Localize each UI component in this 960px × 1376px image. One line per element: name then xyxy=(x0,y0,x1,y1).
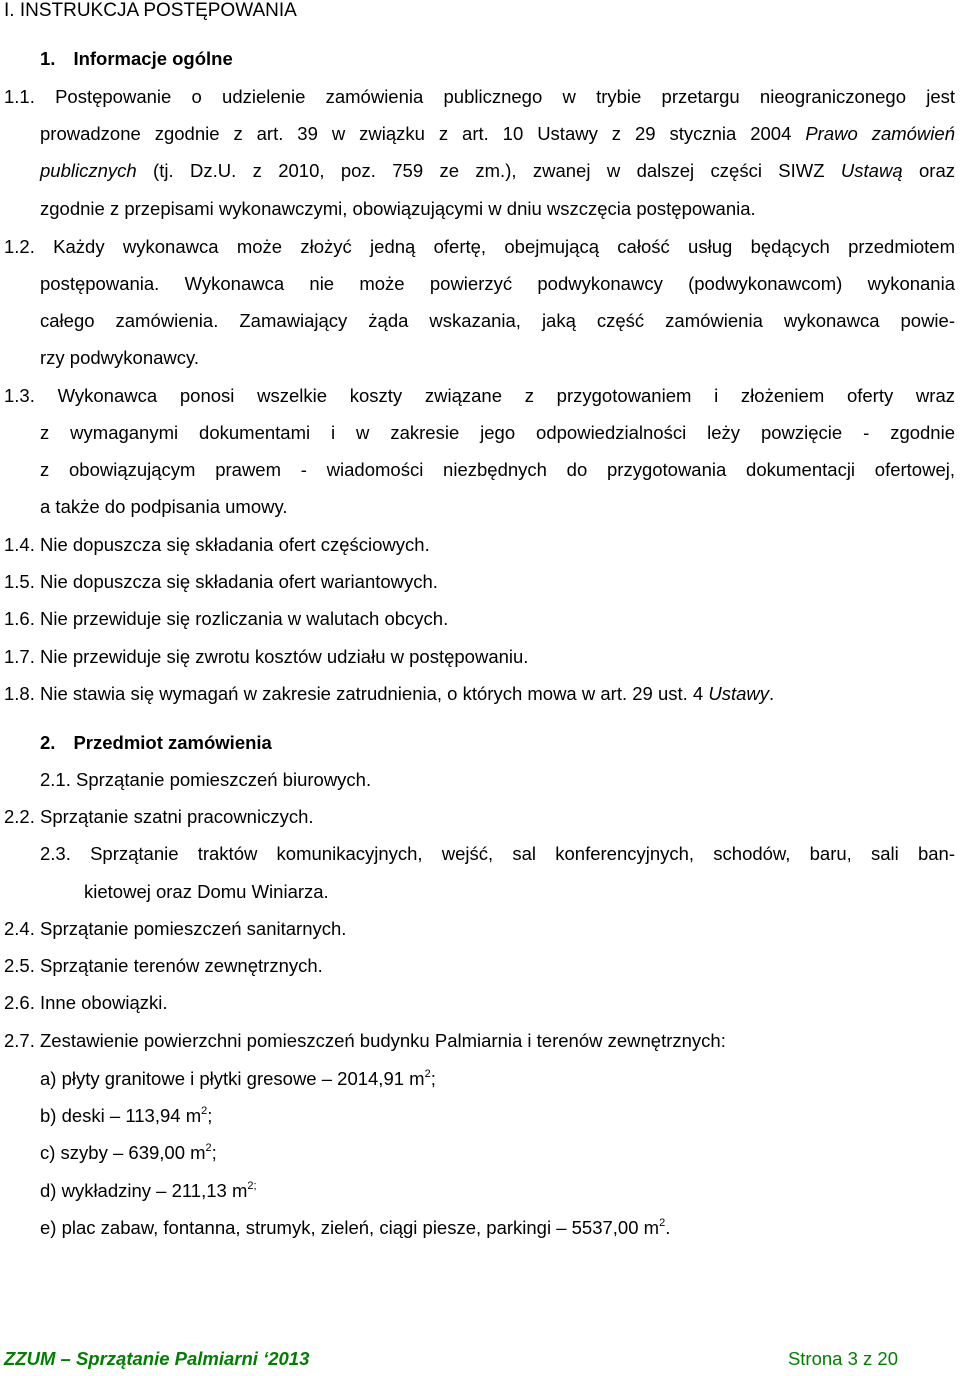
para-2-1: 2.1. Sprzątanie pomieszczeń biurowych. xyxy=(40,769,372,790)
para-1-1-line-3: publicznych (tj. Dz.U. z 2010, poz. 759 ze zm.), zwanej w dalszej części SIWZ Ustawą oraz xyxy=(40,160,955,181)
para-2-3-line-2: kietowej oraz Domu Winiarza. xyxy=(84,881,329,902)
para-2-5: 2.5. Sprzątanie terenów zewnętrznych. xyxy=(4,955,323,976)
section-1-title: Informacje ogólne xyxy=(73,48,233,69)
para-1-1-line-2: prowadzone zgodnie z art. 39 w związku z art. 10 Ustawy z 29 stycznia 2004 Prawo zamówień xyxy=(40,123,955,144)
section-1-number: 1. xyxy=(40,48,56,69)
list-item-e: e) plac zabaw, fontanna, strumyk, zieleń, ciągi piesze, parkingi – 5537,00 $m^2$. xyxy=(40,1217,671,1238)
para-1-4: 1.4. Nie dopuszcza się składania ofert częściowych. xyxy=(4,534,430,555)
section-2-number: 2. xyxy=(40,732,56,753)
para-2-6: 2.6. Inne obowiązki. xyxy=(4,992,168,1013)
para-1-1-line-4: zgodnie z przepisami wykonawczymi, obowiązującymi w dniu wszczęcia postępowania. xyxy=(40,198,756,219)
list-item-a: a) płyty granitowe i płytki gresowe – 2014,91 $m^2$; xyxy=(40,1068,436,1089)
para-2-7: 2.7. Zestawienie powierzchni pomieszczeń budynku Palmiarnia i terenów zewnętrznych: xyxy=(4,1030,726,1051)
para-1-2-line-3: całego zamówienia. Zamawiający żąda wskazania, jaką część zamówienia wykonawca powie- xyxy=(40,310,955,331)
para-1-5: 1.5. Nie dopuszcza się składania ofert wariantowych. xyxy=(4,571,438,592)
list-item-c: c) szyby – 639,00 $m^2$; xyxy=(40,1142,217,1163)
para-1-2-line-2: postępowania. Wykonawca nie może powierzyć podwykonawcy (podwykonawcom) wykonania xyxy=(40,273,955,294)
section-1-heading xyxy=(40,48,233,70)
para-2-4: 2.4. Sprzątanie pomieszczeń sanitarnych. xyxy=(4,918,347,939)
para-1-3-line-4: a także do podpisania umowy. xyxy=(40,496,288,517)
para-2-2: 2.2. Sprzątanie szatni pracowniczych. xyxy=(4,806,314,827)
list-item-d: d) wykładziny – 211,13 $m^{2;}$ xyxy=(40,1180,257,1201)
para-1-2-line-1: 1.2. Każdy wykonawca może złożyć jedną ofertę, obejmującą całość usług będących przedmiotem xyxy=(4,236,955,257)
para-1-7: 1.7. Nie przewiduje się zwrotu kosztów udziału w postępowaniu. xyxy=(4,646,529,667)
section-2-heading xyxy=(40,732,272,754)
para-1-2-line-4: rzy podwykonawcy. xyxy=(40,347,200,368)
footer-page-number: Strona 3 z 20 xyxy=(787,1348,898,1369)
para-1-3-line-3: z obowiązującym prawem - wiadomości niezbędnych do przygotowania dokumentacji ofertowej, xyxy=(40,459,955,480)
para-1-8: 1.8. Nie stawia się wymagań w zakresie zatrudnienia, o których mowa w art. 29 ust. 4 Ustawy. xyxy=(4,683,775,704)
footer-title: ZZUM – Sprzątanie Palmiarni ‘2013 xyxy=(4,1348,310,1369)
section-2-title: Przedmiot zamówienia xyxy=(73,732,272,753)
para-1-1-line-1: 1.1. Postępowanie o udzielenie zamówienia publicznego w trybie przetargu nieograniczonego jest xyxy=(4,86,955,107)
para-1-3-line-1: 1.3. Wykonawca ponosi wszelkie koszty związane z przygotowaniem i złożeniem oferty wraz xyxy=(4,385,955,406)
para-1-6: 1.6. Nie przewiduje się rozliczania w walutach obcych. xyxy=(4,608,449,629)
list-item-b: b) deski – 113,94 $m^2$; xyxy=(40,1105,213,1126)
chapter-title: I. INSTRUKCJA POSTĘPOWANIA xyxy=(4,0,297,21)
para-2-3-line-1: 2.3. Sprzątanie traktów komunikacyjnych, wejść, sal konferencyjnych, schodów, baru, sali ban- xyxy=(40,843,955,864)
para-1-3-line-2: z wymaganymi dokumentami i w zakresie jego odpowiedzialności leży powzięcie - zgodnie xyxy=(40,422,955,443)
